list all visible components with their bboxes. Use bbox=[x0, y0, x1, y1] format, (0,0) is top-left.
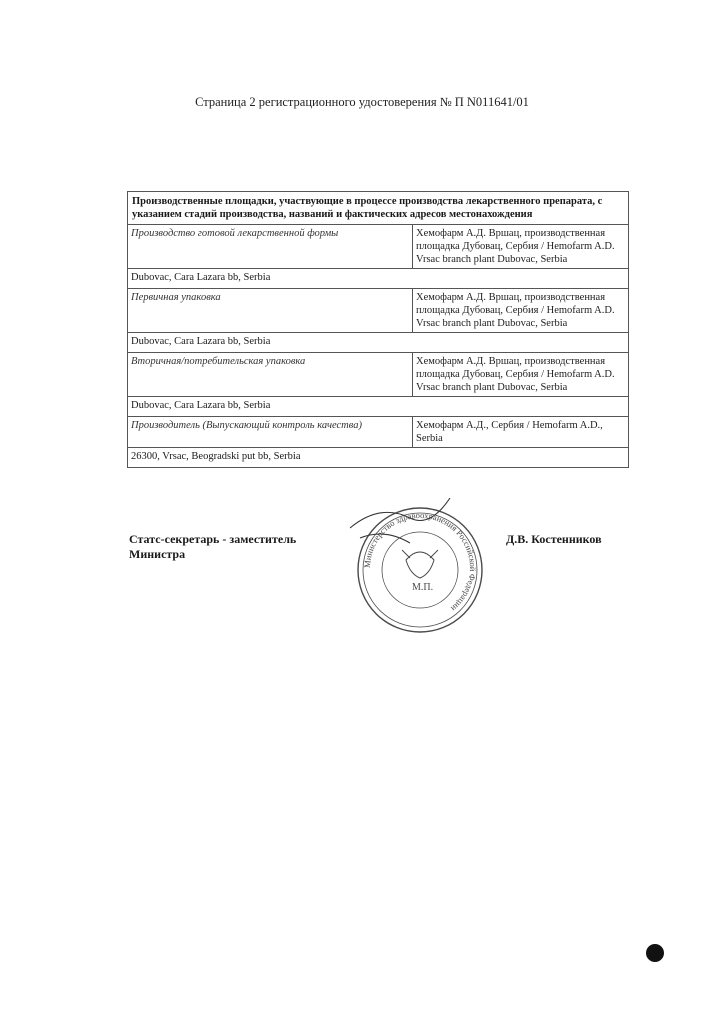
table-row bbox=[128, 289, 629, 333]
manufacturer: Хемофарм А.Д., Сербия / Hemofarm A.D., Serbia bbox=[413, 417, 629, 448]
table-title: Производственные площадки, участвующие в процессе производства лекарственного препарата, с указанием стадий производства, названий и фактических адресов местонахождения bbox=[128, 192, 629, 225]
signer-position-line1: Статс-секретарь - заместитель bbox=[129, 532, 297, 546]
manufacturer: Хемофарм А.Д. Вршац, производственная площадка Дубовац, Сербия / Hemofarm A.D. Vrsac branch plant Dubovac, Serbia bbox=[413, 289, 629, 333]
address-row bbox=[128, 269, 629, 289]
manufacturer: Хемофарм А.Д. Вршац, производственная площадка Дубовац, Сербия / Hemofarm A.D. Vrsac branch plant Dubovac, Serbia bbox=[413, 225, 629, 269]
corner-dot-mark bbox=[646, 944, 664, 962]
production-stage: Производитель (Выпускающий контроль качества) bbox=[128, 417, 413, 448]
signer-name: Д.В. Костенников bbox=[506, 532, 602, 546]
table-title-row bbox=[128, 192, 629, 225]
emblem-icon bbox=[402, 550, 438, 578]
stamp-outer-text: Министерство здравоохранения Российской Федерации bbox=[361, 509, 479, 614]
site-address: Dubovac, Cara Lazara bb, Serbia bbox=[128, 397, 629, 417]
page-header: Страница 2 регистрационного удостоверения № П N011641/01 bbox=[195, 95, 529, 109]
address-row bbox=[128, 448, 629, 468]
manufacturer: Хемофарм А.Д. Вршац, производственная площадка Дубовац, Сербия / Hemofarm A.D. Vrsac branch plant Dubovac, Serbia bbox=[413, 353, 629, 397]
address-row bbox=[128, 397, 629, 417]
production-stage: Первичная упаковка bbox=[128, 289, 413, 333]
production-stage: Вторичная/потребительская упаковка bbox=[128, 353, 413, 397]
table-row bbox=[128, 353, 629, 397]
signer-position-line2: Министра bbox=[129, 547, 186, 561]
table-row bbox=[128, 417, 629, 448]
production-sites-table bbox=[127, 191, 629, 468]
site-address: 26300, Vrsac, Beogradski put bb, Serbia bbox=[128, 448, 629, 468]
signer-position bbox=[129, 532, 296, 562]
table-row bbox=[128, 225, 629, 269]
address-row bbox=[128, 333, 629, 353]
site-address: Dubovac, Cara Lazara bb, Serbia bbox=[128, 333, 629, 353]
official-stamp bbox=[340, 498, 500, 638]
stamp-seal-text: М.П. bbox=[412, 582, 434, 593]
production-stage: Производство готовой лекарственной формы bbox=[128, 225, 413, 269]
site-address: Dubovac, Cara Lazara bb, Serbia bbox=[128, 269, 629, 289]
